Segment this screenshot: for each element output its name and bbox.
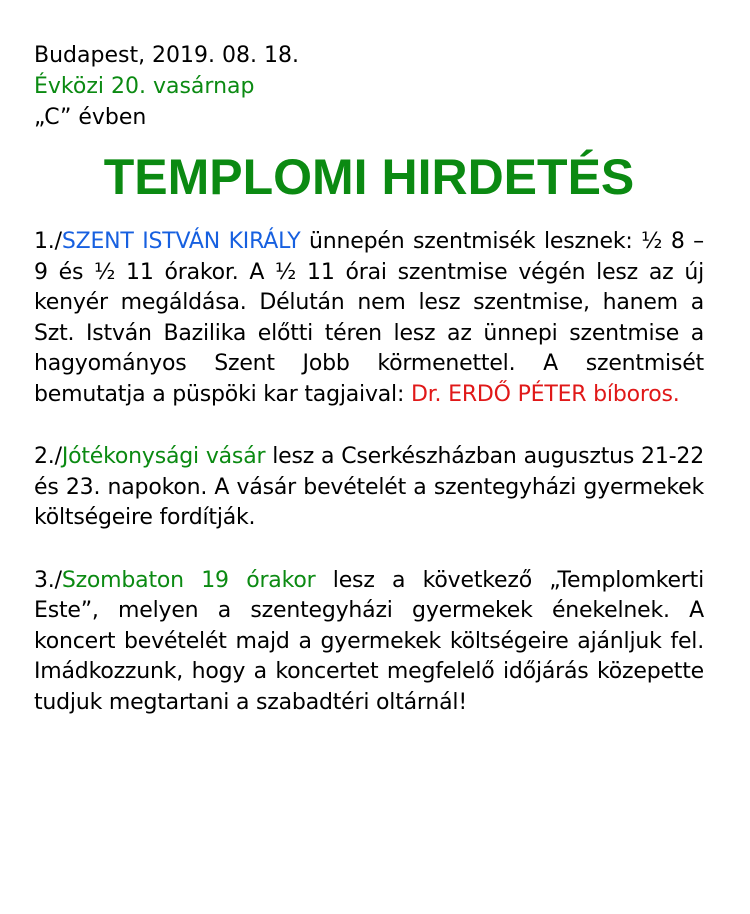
page-title: TEMPLOMI HIRDETÉS xyxy=(103,149,635,205)
liturgical-year: „C” évben xyxy=(34,105,147,130)
announcement-2-text: lesz a Cserkészházban augusztus 21-22 és 23. napokon. A vásár bevételét a szentegyházi gyermekek költségeire fordítják. xyxy=(34,444,704,530)
announcement-3 xyxy=(34,566,704,719)
announcement-1-number: 1./ xyxy=(34,229,62,254)
date-line: Budapest, 2019. 08. 18. xyxy=(34,43,299,68)
liturgical-sunday: Évközi 20. vasárnap xyxy=(34,74,255,99)
announcement-page xyxy=(34,40,704,718)
announcement-2-number: 2./ xyxy=(34,444,62,469)
announcement-1-celebrant: Dr. ERDŐ PÉTER bíboros. xyxy=(410,381,680,407)
announcement-3-highlight: Szombaton 19 órakor xyxy=(61,567,316,593)
announcement-3-text: lesz a következő „Templomkerti Este”, melyen a szentegyházi gyermekek énekelnek. A koncert bevételét majd a gyermekek költségeire ajánljuk fel. Imádkozzunk, hogy a koncertet megfelelő időjárás közepette tudjuk megtartani a szabadtéri oltárnál! xyxy=(34,567,704,715)
announcement-2 xyxy=(34,442,704,534)
announcement-1-text: ünnepén szentmisék lesznek: ½ 8 – 9 és ½ 11 órakor. A ½ 11 órai szentmise végén lesz az új kenyér megáldása. Délután nem lesz szentmise, hanem a Szt. István Bazilika előtti téren lesz az ünnepi szentmise a hagyományos Szent Jobb körmenettel. A szentmisét bemutatja a püspöki kar tagjaival: xyxy=(34,229,704,407)
announcement-3-number: 3./ xyxy=(34,567,62,593)
announcement-2-highlight: Jótékonysági vásár xyxy=(61,444,266,469)
announcement-1-highlight: SZENT ISTVÁN KIRÁLY xyxy=(61,229,301,254)
announcement-1 xyxy=(34,227,704,410)
